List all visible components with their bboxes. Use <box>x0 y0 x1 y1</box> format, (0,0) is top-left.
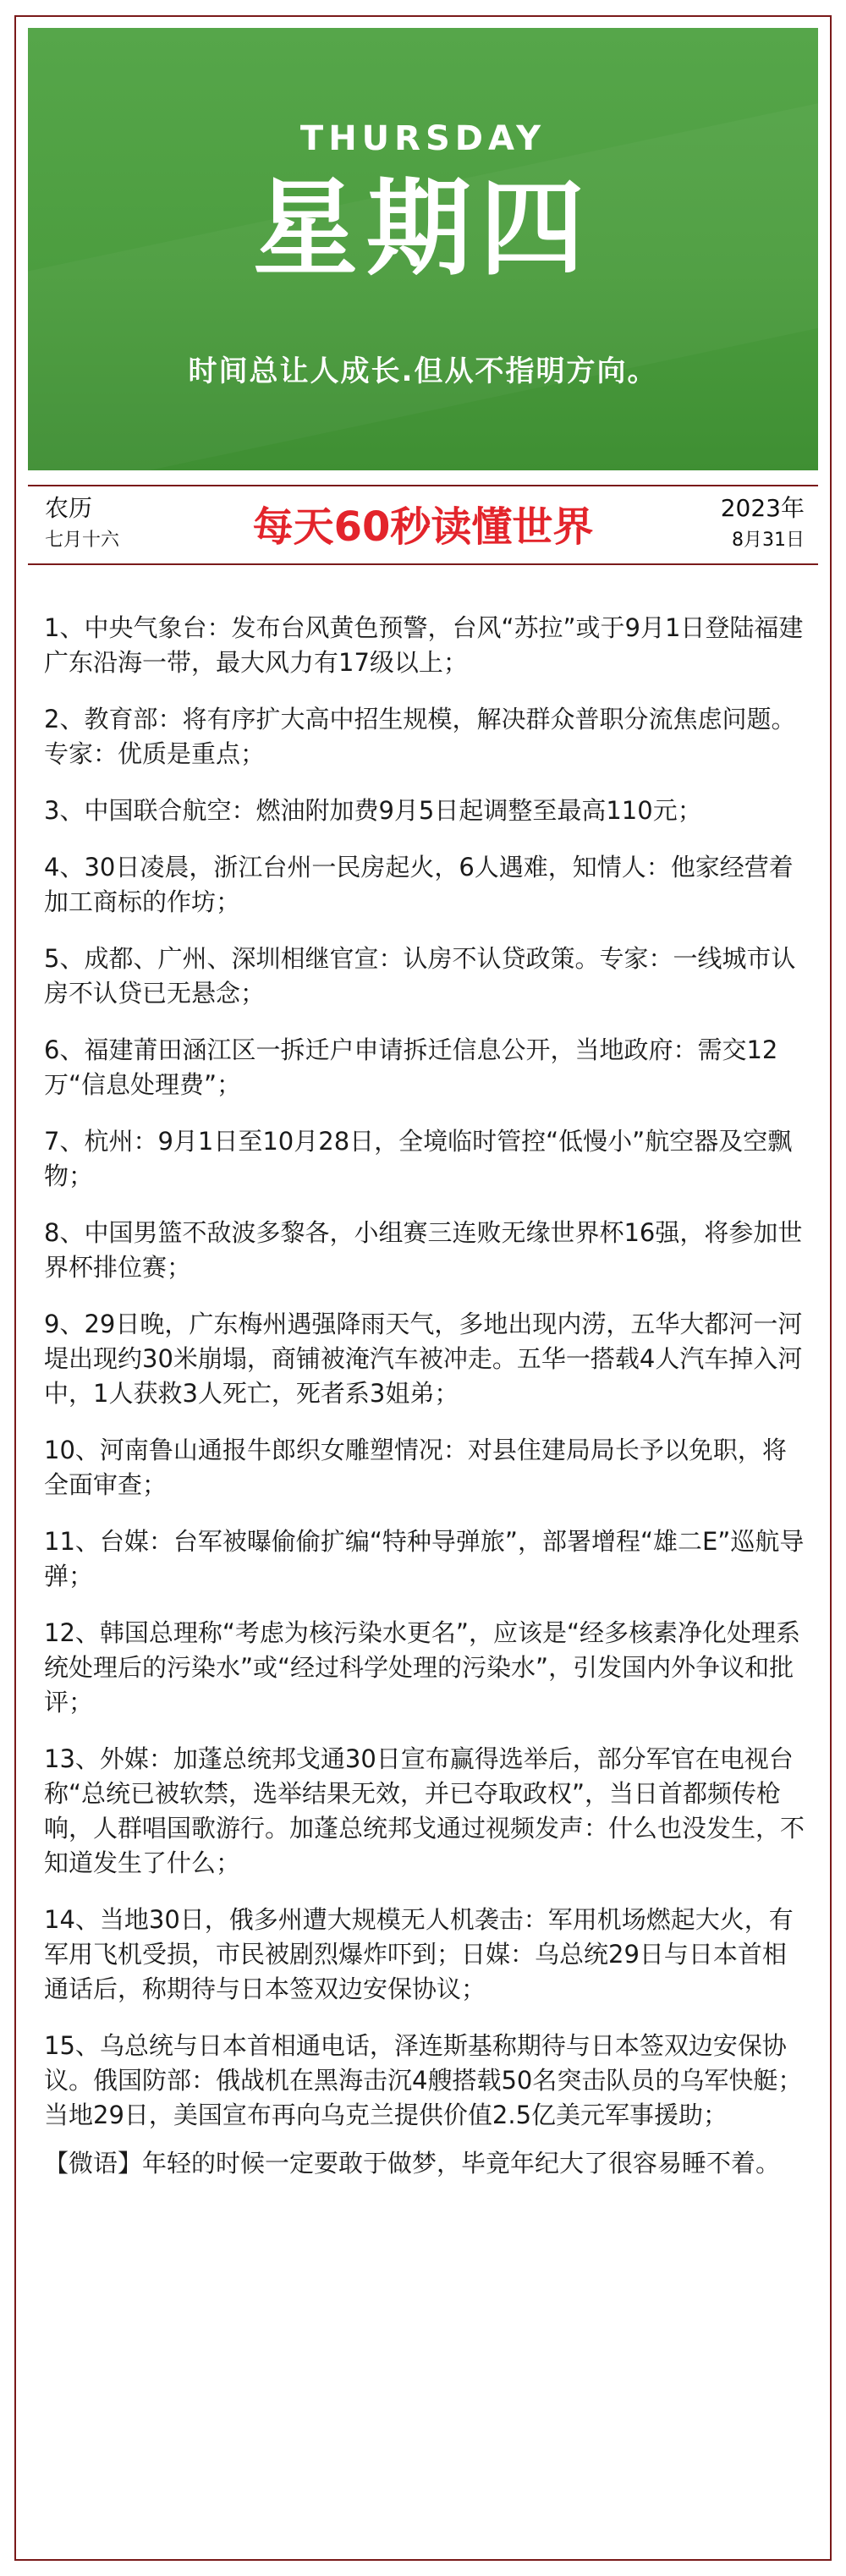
news-item: 12、韩国总理称“考虑为核污染水更名”，应该是“经多核素净化处理系统处理后的污染水”或“经过科学处理的污染水”，引发国内外争议和批评； <box>44 1618 800 1716</box>
news-list <box>44 611 810 2181</box>
news-item: 2、教育部：将有序扩大高中招生规模，解决群众普职分流焦虑问题。专家：优质是重点； <box>44 705 796 768</box>
news-item: 10、河南鲁山通报牛郎织女雕塑情况：对县住建局局长予以免职，将全面审查； <box>44 1436 787 1499</box>
news-item: 15、乌总统与日本首相通电话，泽连斯基称期待与日本签双边安保协议。俄国防部：俄战机在黑海击沉4艘搭载50名突击队员的乌军快艇；当地29日，美国宣布再向乌克兰提供价值2.5亿美元军事援助； <box>44 2031 803 2129</box>
news-item: 13、外媒：加蓬总统邦戈通30日宣布赢得选举后，部分军官在电视台称“总统已被软禁，选举结果无效，并已夺取政权”，当日首都频传枪响，人群唱国歌游行。加蓬总统邦戈通过视频发声：什么也没发生，不知道发生了什么； <box>44 1744 805 1877</box>
news-item: 11、台媒：台军被曝偷偷扩编“特种导弹旅”，部署增程“雄二E”巡航导弹； <box>44 1527 805 1590</box>
news-item: 4、30日凌晨，浙江台州一民房起火，6人遇难，知情人：他家经营着加工商标的作坊； <box>44 853 794 916</box>
lunar-date: 七月十六 <box>45 530 120 551</box>
news-item: 6、福建莆田涵江区一拆迁户申请拆迁信息公开，当地政府：需交12万“信息处理费”； <box>44 1035 778 1099</box>
news-item: 8、中国男篮不敌波多黎各，小组赛三连败无缘世界杯16强，将参加世界杯排位赛； <box>44 1218 803 1282</box>
dateline-bar <box>28 485 818 565</box>
date: 8月31日 <box>732 530 805 551</box>
weekday-banner <box>28 28 818 470</box>
page-title: 每天60秒读懂世界 <box>252 503 594 551</box>
news-item: 5、成都、广州、深圳相继官宣：认房不认贷政策。专家：一线城市认房不认贷已无悬念； <box>44 944 796 1008</box>
news-item: 1、中央气象台：发布台风黄色预警，台风“苏拉”或于9月1日登陆福建广东沿海一带，最大风力有17级以上； <box>44 613 804 677</box>
news-item: 3、中国联合航空：燃油附加费9月5日起调整至最高110元； <box>44 796 702 825</box>
solar-date-block <box>721 492 805 556</box>
daily-proverb: 【微语】年轻的时候一定要敢于做梦，毕竟年纪大了很容易睡不着。 <box>44 2149 781 2178</box>
news-item: 9、29日晚，广东梅州遇强降雨天气，多地出现内涝，五华大都河一河堤出现约30米崩塌，商铺被淹汽车被冲走。五华一搭载4人汽车掉入河中，1人获救3人死亡，死者系3姐弟； <box>44 1310 803 1408</box>
calendar-label: 农历 <box>45 494 93 522</box>
news-item: 14、当地30日，俄多州遭大规模无人机袭击：军用机场燃起大火，有军用飞机受损，市民被剧烈爆炸吓到；日媒：乌总统29日与日本首相通话后，称期待与日本签双边安保协议； <box>44 1905 794 2003</box>
weekday-english: THURSDAY <box>299 119 547 158</box>
news-item: 7、杭州：9月1日至10月28日，全境临时管控“低慢小”航空器及空飘物； <box>44 1127 793 1190</box>
weekday-chinese: 星期四 <box>252 168 593 290</box>
year: 2023年 <box>720 494 805 522</box>
banner-motto: 时间总让人成长.但从不指明方向。 <box>188 354 658 388</box>
